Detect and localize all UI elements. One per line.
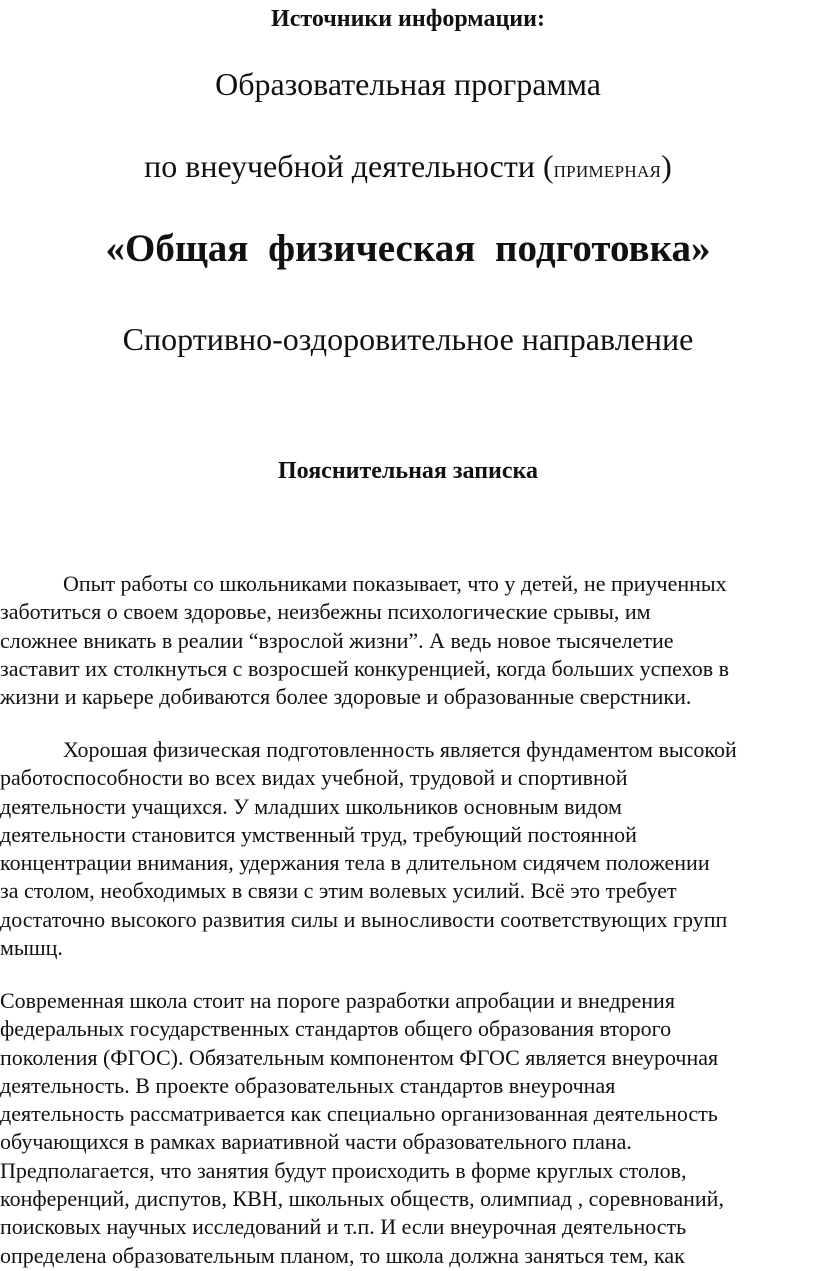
program-line2-suffix: ) [661, 148, 672, 184]
paragraph-line: конференций, диспутов, КВН, школьных обществ, олимпиад , соревнований, [0, 1186, 724, 1212]
paragraph-line: поколения (ФГОС). Обязательным компонентом ФГОС является внеурочная [0, 1044, 719, 1070]
paragraph-line: сложнее вникать в реалии “взрослой жизни”. А ведь новое тысячелетие [0, 627, 674, 653]
paragraph-line: мышц. [0, 935, 63, 961]
program-name-line-1: Образовательная программа [215, 66, 601, 102]
paragraph-line: деятельности учащихся. У младших школьников основным видом [0, 793, 622, 819]
paragraph-line: деятельность рассматривается как специально организованная деятельность [0, 1101, 718, 1127]
paragraph-line: достаточно высокого развития силы и выносливости соответствующих групп [0, 906, 728, 932]
paragraph-3 [0, 987, 816, 1270]
paragraph-line: Опыт работы со школьниками показывает, что у детей, не приученных [63, 571, 727, 596]
paragraph-line: заботиться о своем здоровье, неизбежны психологические срывы, им [0, 599, 651, 625]
program-title: «Общая физическая подготовка» [105, 227, 711, 270]
program-name-line-2 [0, 148, 816, 185]
paragraph-line: концентрации внимания, удержания тела в длительном сидячем положении [0, 850, 710, 876]
program-line2-caps: ПРИМЕРНАЯ [553, 162, 662, 181]
paragraph-2 [0, 736, 816, 962]
explanatory-note-heading: Пояснительная записка [277, 458, 538, 484]
paragraph-line: определена образовательным планом, то школа должна заняться тем, как [0, 1242, 685, 1268]
paragraph-line: федеральных государственных стандартов общего образования второго [0, 1016, 672, 1042]
paragraph-line: за столом, необходимых в связи с этим волевых усилий. Всё это требует [0, 878, 677, 904]
paragraph-line: деятельность. В проекте образовательных стандартов внеурочная [0, 1072, 616, 1098]
paragraph-line: жизни и карьере добиваются более здоровые и образованные сверстники. [0, 684, 692, 710]
paragraph-1 [0, 570, 816, 711]
paragraph-line: заставит их столкнуться с возросшей конкуренцией, когда больших успехов в [0, 655, 730, 681]
paragraph-line: Предполагается, что занятия будут происходить в форме круглых столов, [0, 1157, 687, 1183]
sources-heading: Источники информации: [271, 6, 545, 32]
paragraph-line: поисковых научных исследований и т.п. И если внеурочная деятельность [0, 1214, 687, 1240]
program-direction: Спортивно-оздоровительное направление [122, 321, 694, 357]
program-line2-prefix: по внеучебной деятельности ( [144, 148, 554, 184]
paragraph-line: Хорошая физическая подготовленность является фундаментом высокой [63, 737, 737, 762]
paragraph-line: работоспособности во всех видах учебной, трудовой и спортивной [0, 765, 628, 791]
paragraph-line: деятельности становится умственный труд, требующий постоянной [0, 821, 637, 847]
paragraph-line: Современная школа стоит на пороге разработки апробации и внедрения [0, 988, 675, 1013]
paragraph-line: обучающихся в рамках вариативной части образовательного плана. [0, 1129, 632, 1155]
